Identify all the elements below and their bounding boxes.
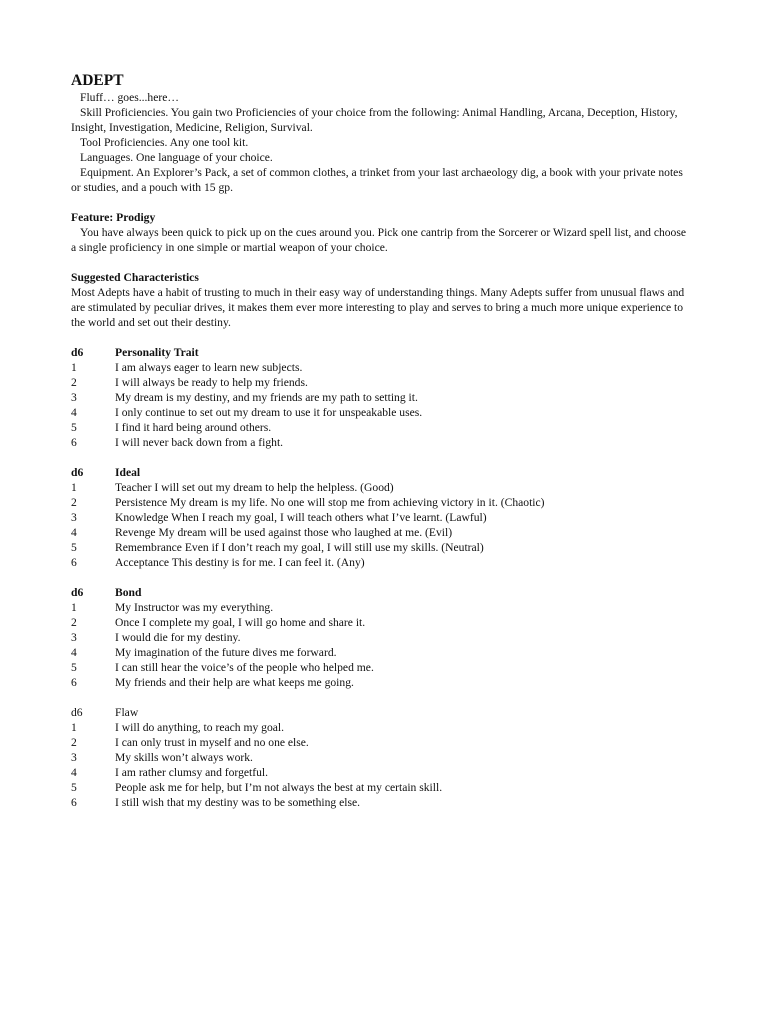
table-row — [71, 360, 691, 375]
row-text: I can only trust in myself and no one else. — [115, 736, 309, 749]
table-row — [71, 780, 691, 795]
suggested-text: Most Adepts have a habit of trusting to much in their easy way of understanding things. Many Adepts suffer from unusual flaws and are stimulated by peculiar drives, it makes them ever more interesting to play and serves to bring a much more unique experience to the world and set out their destiny. — [71, 286, 685, 329]
table-row — [71, 645, 691, 660]
table-header — [71, 465, 691, 480]
roll-number: 2 — [71, 616, 77, 629]
table-row — [71, 735, 691, 750]
roll-number: 3 — [71, 511, 77, 524]
row-text: Acceptance This destiny is for me. I can feel it. (Any) — [115, 556, 365, 569]
roll-number: 1 — [71, 721, 77, 734]
roll-number: 6 — [71, 436, 77, 449]
roll-number: 5 — [71, 541, 77, 554]
label-column-header: Bond — [115, 586, 142, 599]
row-text: Persistence My dream is my life. No one will stop me from achieving victory in it. (Chaotic) — [115, 496, 545, 509]
table-row — [71, 750, 691, 765]
spacer — [71, 570, 691, 585]
table-bond — [71, 585, 691, 690]
table-row — [71, 795, 691, 810]
roll-number: 4 — [71, 646, 77, 659]
spacer — [71, 690, 691, 705]
row-text: I still wish that my destiny was to be something else. — [115, 796, 361, 809]
roll-number: 4 — [71, 406, 77, 419]
roll-number: 6 — [71, 676, 77, 689]
table-row — [71, 660, 691, 675]
roll-number: 2 — [71, 376, 77, 389]
table-row — [71, 630, 691, 645]
table-ideal — [71, 465, 691, 570]
table-row — [71, 435, 691, 450]
row-text: I would die for my destiny. — [115, 631, 241, 644]
roll-number: 2 — [71, 736, 77, 749]
intro-equipment: Equipment. An Explorer’s Pack, a set of common clothes, a trinket from your last archaeology dig, a book with your private notes or studies, and a pouch with 15 gp. — [71, 166, 683, 194]
roll-number: 1 — [71, 481, 77, 494]
row-text: I will do anything, to reach my goal. — [115, 721, 285, 734]
intro-skill-proficiencies: Skill Proficiencies. You gain two Proficiencies of your choice from the following: Animal Handling, Arcana, Deception, History, Insight, Investigation, Medicine, Religion, Survival. — [71, 106, 678, 134]
intro-fluff: Fluff… goes...here… — [80, 91, 179, 104]
table-row — [71, 765, 691, 780]
row-text: I find it hard being around others. — [115, 421, 272, 434]
die-column-header: d6 — [71, 346, 84, 359]
row-text: I am rather clumsy and forgetful. — [115, 766, 269, 779]
roll-number: 3 — [71, 751, 77, 764]
roll-number: 5 — [71, 781, 77, 794]
table-row — [71, 540, 691, 555]
row-text: I only continue to set out my dream to use it for unspeakable uses. — [115, 406, 423, 419]
roll-number: 6 — [71, 556, 77, 569]
label-column-header: Ideal — [115, 466, 141, 479]
roll-number: 1 — [71, 361, 77, 374]
row-text: I will never back down from a fight. — [115, 436, 284, 449]
table-personality-trait — [71, 345, 691, 450]
row-text: My friends and their help are what keeps me going. — [115, 676, 354, 689]
roll-number: 1 — [71, 601, 77, 614]
row-text: My Instructor was my everything. — [115, 601, 274, 614]
label-column-header: Personality Trait — [115, 346, 199, 359]
roll-number: 5 — [71, 421, 77, 434]
table-row — [71, 390, 691, 405]
table-header — [71, 705, 691, 720]
row-text: Teacher I will set out my dream to help the helpless. (Good) — [115, 481, 394, 494]
die-column-header: d6 — [71, 706, 83, 719]
suggested-heading: Suggested Characteristics — [71, 271, 199, 284]
table-row — [71, 375, 691, 390]
row-text: My dream is my destiny, and my friends are my path to setting it. — [115, 391, 418, 404]
table-row — [71, 420, 691, 435]
table-row — [71, 720, 691, 735]
table-header — [71, 585, 691, 600]
row-text: My skills won’t always work. — [115, 751, 253, 764]
spacer — [71, 195, 691, 210]
table-row — [71, 510, 691, 525]
table-row — [71, 555, 691, 570]
die-column-header: d6 — [71, 466, 84, 479]
row-text: I will always be ready to help my friends. — [115, 376, 308, 389]
roll-number: 4 — [71, 766, 77, 779]
spacer — [71, 450, 691, 465]
row-text: My imagination of the future dives me forward. — [115, 646, 337, 659]
table-row — [71, 405, 691, 420]
roll-number: 6 — [71, 796, 77, 809]
label-column-header: Flaw — [115, 706, 139, 719]
suggested-section — [71, 270, 691, 330]
table-header — [71, 345, 691, 360]
row-text: Knowledge When I reach my goal, I will teach others what I’ve learnt. (Lawful) — [115, 511, 487, 524]
roll-number: 5 — [71, 661, 77, 674]
table-row — [71, 600, 691, 615]
row-text: People ask me for help, but I’m not always the best at my certain skill. — [115, 781, 443, 794]
die-column-header: d6 — [71, 586, 84, 599]
row-text: I am always eager to learn new subjects. — [115, 361, 303, 374]
feature-text: You have always been quick to pick up on the cues around you. Pick one cantrip from the Sorcerer or Wizard spell list, and choose a single proficiency in one simple or martial weapon of your choice. — [71, 226, 687, 254]
feature-heading: Feature: Prodigy — [71, 211, 156, 224]
document-page — [71, 72, 691, 810]
table-row — [71, 525, 691, 540]
roll-number: 3 — [71, 631, 77, 644]
feature-section — [71, 210, 691, 255]
intro-section — [71, 90, 691, 195]
row-text: Revenge My dream will be used against those who laughed at me. (Evil) — [115, 526, 453, 539]
table-flaw — [71, 705, 691, 810]
table-row — [71, 675, 691, 690]
spacer — [71, 330, 691, 345]
row-text: I can still hear the voice’s of the people who helped me. — [115, 661, 374, 674]
row-text: Once I complete my goal, I will go home and share it. — [115, 616, 366, 629]
roll-number: 2 — [71, 496, 77, 509]
spacer — [71, 255, 691, 270]
table-row — [71, 495, 691, 510]
document-title: ADEPT — [71, 72, 124, 89]
roll-number: 3 — [71, 391, 77, 404]
roll-number: 4 — [71, 526, 77, 539]
row-text: Remembrance Even if I don’t reach my goal, I will still use my skills. (Neutral) — [115, 541, 484, 554]
characteristic-tables — [71, 330, 691, 810]
intro-tool-proficiencies: Tool Proficiencies. Any one tool kit. — [80, 136, 249, 149]
table-row — [71, 615, 691, 630]
intro-languages: Languages. One language of your choice. — [80, 151, 273, 164]
table-row — [71, 480, 691, 495]
